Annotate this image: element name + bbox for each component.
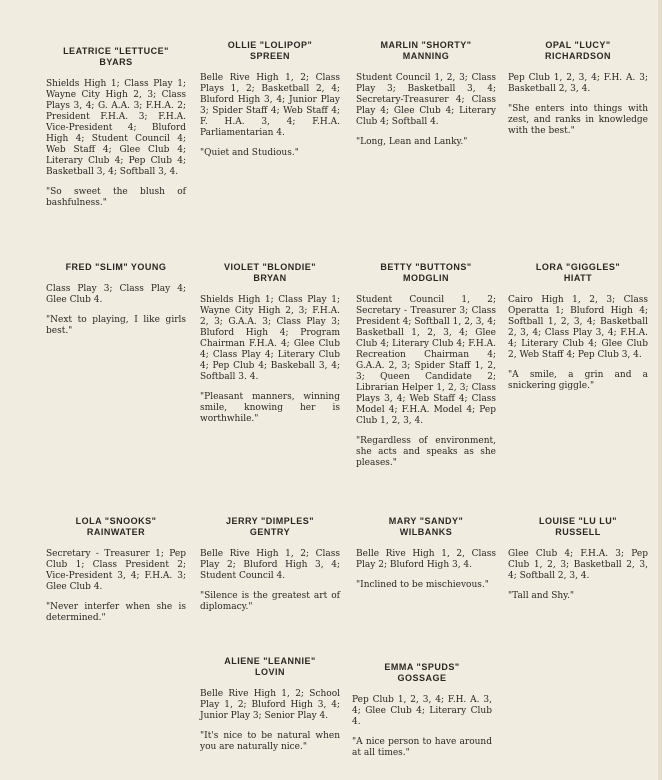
senior-entry bbox=[200, 516, 340, 613]
senior-quote: "Silence is the greatest art of diplomacy." bbox=[200, 591, 340, 612]
senior-activities: Belle Rive High 1, 2; School Play 1, 2; Bluford High 3, 4; Junior Play 3; Senior Play 4. bbox=[200, 689, 340, 721]
senior-nickname: OLLIE "LOLIPOP" bbox=[227, 40, 313, 50]
senior-nickname: LEATRICE "LETTUCE" bbox=[63, 46, 169, 56]
senior-name bbox=[352, 662, 492, 684]
senior-activities: Belle Rive High 1, 2; Class Plays 1, 2; Basketball 2, 4; Bluford High 3, 4; Junior Play 3; Spider Staff 4; Web Staff 4; F. H.A. 3, 4; F.H.A. Parliamentarian 4. bbox=[200, 73, 340, 138]
senior-surname: SPREEN bbox=[249, 51, 290, 61]
senior-quote: "Pleasant manners, winning smile, knowing her is worthwhile." bbox=[200, 392, 340, 424]
senior-entry bbox=[200, 656, 340, 753]
senior-activities: Shields High 1; Class Play 1; Wayne City High 2, 3; F.H.A. 2, 3; G.A.A. 3; Class Play 3; Bluford High 4; Program Chairman F.H.A. 4; Glee Club 4; Class Play 4; Literary Club 4; Pep Club 4; Baskeball 3, 4; Softball 3. 4. bbox=[200, 295, 340, 382]
senior-nickname: FRED "SLIM" YOUNG bbox=[65, 262, 167, 272]
senior-nickname: MARLIN "SHORTY" bbox=[380, 40, 472, 50]
senior-surname: HIATT bbox=[563, 273, 593, 283]
senior-entry bbox=[46, 46, 186, 209]
senior-name bbox=[46, 46, 186, 68]
page-edge-shadow bbox=[658, 0, 662, 780]
senior-quote: "Never interfer when she is determined." bbox=[46, 602, 186, 623]
senior-quote: "So sweet the blush of bashfulness." bbox=[46, 187, 186, 208]
senior-entry bbox=[352, 662, 492, 759]
senior-name bbox=[200, 40, 340, 62]
senior-quote: "It's nice to be natural when you are naturally nice." bbox=[200, 731, 340, 752]
senior-name bbox=[200, 262, 340, 284]
senior-entry bbox=[508, 262, 648, 392]
senior-name bbox=[46, 262, 186, 273]
senior-surname: GENTRY bbox=[249, 527, 291, 537]
senior-surname: MANNING bbox=[402, 51, 450, 61]
senior-entry bbox=[200, 40, 340, 159]
senior-nickname: VIOLET "BLONDIE" bbox=[223, 262, 317, 272]
senior-surname: BYARS bbox=[99, 57, 133, 67]
senior-name bbox=[200, 656, 340, 678]
senior-quote: "A nice person to have around at all times." bbox=[352, 737, 492, 758]
senior-nickname: BETTY "BUTTONS" bbox=[380, 262, 472, 272]
senior-nickname: LOLA "SNOOKS" bbox=[75, 516, 157, 526]
senior-name bbox=[508, 262, 648, 284]
senior-activities: Glee Club 4; F.H.A. 3; Pep Club 1, 2, 3; Basketball 2, 3, 4; Softball 2, 3, 4. bbox=[508, 549, 648, 581]
senior-activities: Cairo High 1, 2, 3; Class Operatta 1; Bluford High 4; Softball 1, 2, 3, 4; Basketball 2, 3, 4; Class Play 3, 4; F.H.A. 4; Literary Club 4; Glee Club 2, Web Staff 4; Pep Club 3, 4. bbox=[508, 295, 648, 360]
senior-quote: "A smile, a grin and a snickering giggle." bbox=[508, 370, 648, 391]
senior-activities: Class Play 3; Class Play 4; Glee Club 4. bbox=[46, 284, 186, 305]
senior-surname: RUSSELL bbox=[555, 527, 601, 537]
senior-surname: WILBANKS bbox=[399, 527, 453, 537]
senior-name bbox=[356, 516, 496, 538]
senior-surname: RICHARDSON bbox=[544, 51, 611, 61]
senior-nickname: EMMA "SPUDS" bbox=[384, 662, 460, 672]
senior-entry bbox=[508, 40, 648, 137]
senior-name bbox=[46, 516, 186, 538]
senior-activities: Pep Club 1, 2, 3, 4; F.H. A. 3, 4; Glee Club 4; Literary Club 4. bbox=[352, 695, 492, 727]
senior-surname: GOSSAGE bbox=[397, 673, 447, 683]
senior-entry bbox=[46, 516, 186, 624]
senior-nickname: LORA "GIGGLES" bbox=[535, 262, 621, 272]
senior-entry bbox=[46, 262, 186, 337]
senior-name bbox=[200, 516, 340, 538]
senior-surname: LOVIN bbox=[254, 667, 285, 677]
senior-entry bbox=[356, 40, 496, 148]
senior-activities: Shields High 1; Class Play 1; Wayne City High 2, 3; Class Plays 3, 4; G. A.A. 3; F.H.A. 2; President F.H.A. 3; F.H.A. Vice-President 4; Bluford High 4; Student Council 4; Web Staff 4; Glee Club 4; Literary Club 4; Pep Club 4; Basketball 3, 4; Softball 3, 4. bbox=[46, 79, 186, 177]
senior-name bbox=[356, 262, 496, 284]
senior-nickname: MARY "SANDY" bbox=[388, 516, 464, 526]
senior-nickname: OPAL "LUCY" bbox=[545, 40, 611, 50]
senior-nickname: JERRY "DIMPLES" bbox=[225, 516, 315, 526]
senior-surname: BRYAN bbox=[253, 273, 287, 283]
senior-quote: "Long, Lean and Lanky." bbox=[356, 137, 468, 147]
senior-quote: "She enters into things with zest, and ranks in knowledge with the best." bbox=[508, 104, 648, 136]
senior-surname: RAINWATER bbox=[86, 527, 146, 537]
senior-activities: Secretary - Treasurer 1; Pep Club 1; Class President 2; Vice-President 3, 4; F.H.A. 3; Glee Club 4. bbox=[46, 549, 186, 592]
senior-name bbox=[508, 40, 648, 62]
senior-quote: "Regardless of environment, she acts and speaks as she pleases." bbox=[356, 436, 496, 468]
senior-activities: Student Council 1, 2, 3; Class Play 3; Basketball 3, 4; Secretary-Treasurer 4; Class Play 4; Glee Club 4; Literary Club 4; Softball 4. bbox=[356, 73, 496, 127]
senior-activities: Belle Rive High 1, 2; Class Play 2; Bluford High 3, 4; Student Council 4. bbox=[200, 549, 340, 581]
senior-name bbox=[356, 40, 496, 62]
senior-surname: MODGLIN bbox=[403, 273, 449, 283]
senior-quote: "Quiet and Studious." bbox=[200, 148, 299, 158]
senior-quote: "Tall and Shy." bbox=[508, 591, 575, 601]
senior-nickname: LOUISE "LU LU" bbox=[538, 516, 618, 526]
senior-name bbox=[508, 516, 648, 538]
senior-activities: Pep Club 1, 2, 3, 4; F.H. A. 3; Basketball 2, 3, 4. bbox=[508, 73, 648, 94]
senior-entry bbox=[356, 262, 496, 469]
senior-activities: Belle Rive High 1, 2, Class Play 2; Bluford High 3, 4. bbox=[356, 549, 496, 570]
senior-entry bbox=[356, 516, 496, 591]
senior-quote: "Next to playing, I like girls best." bbox=[46, 315, 186, 336]
senior-quote: "Inclined to be mischievous." bbox=[356, 580, 489, 590]
senior-entry bbox=[508, 516, 648, 602]
senior-activities: Student Council 1, 2; Secretary - Treasurer 3; Class President 4; Softball 1, 2, 3, 4; Basketball 1, 2, 3, 4; Glee Club 4; Literary Club 4; F.H.A. Recreation Chairman 4; G.A.A. 2, 3; Spider Staff 1, 2, 3; Queen Candidate 2; Librarian Helper 1, 2, 3; Class Plays 3, 4; Web Staff 4; Class Model 4; F.H.A. Model 4; Pep Club 1, 2, 3, 4. bbox=[356, 295, 496, 426]
senior-nickname: ALIENE "LEANNIE" bbox=[224, 656, 316, 666]
senior-entry bbox=[200, 262, 340, 425]
